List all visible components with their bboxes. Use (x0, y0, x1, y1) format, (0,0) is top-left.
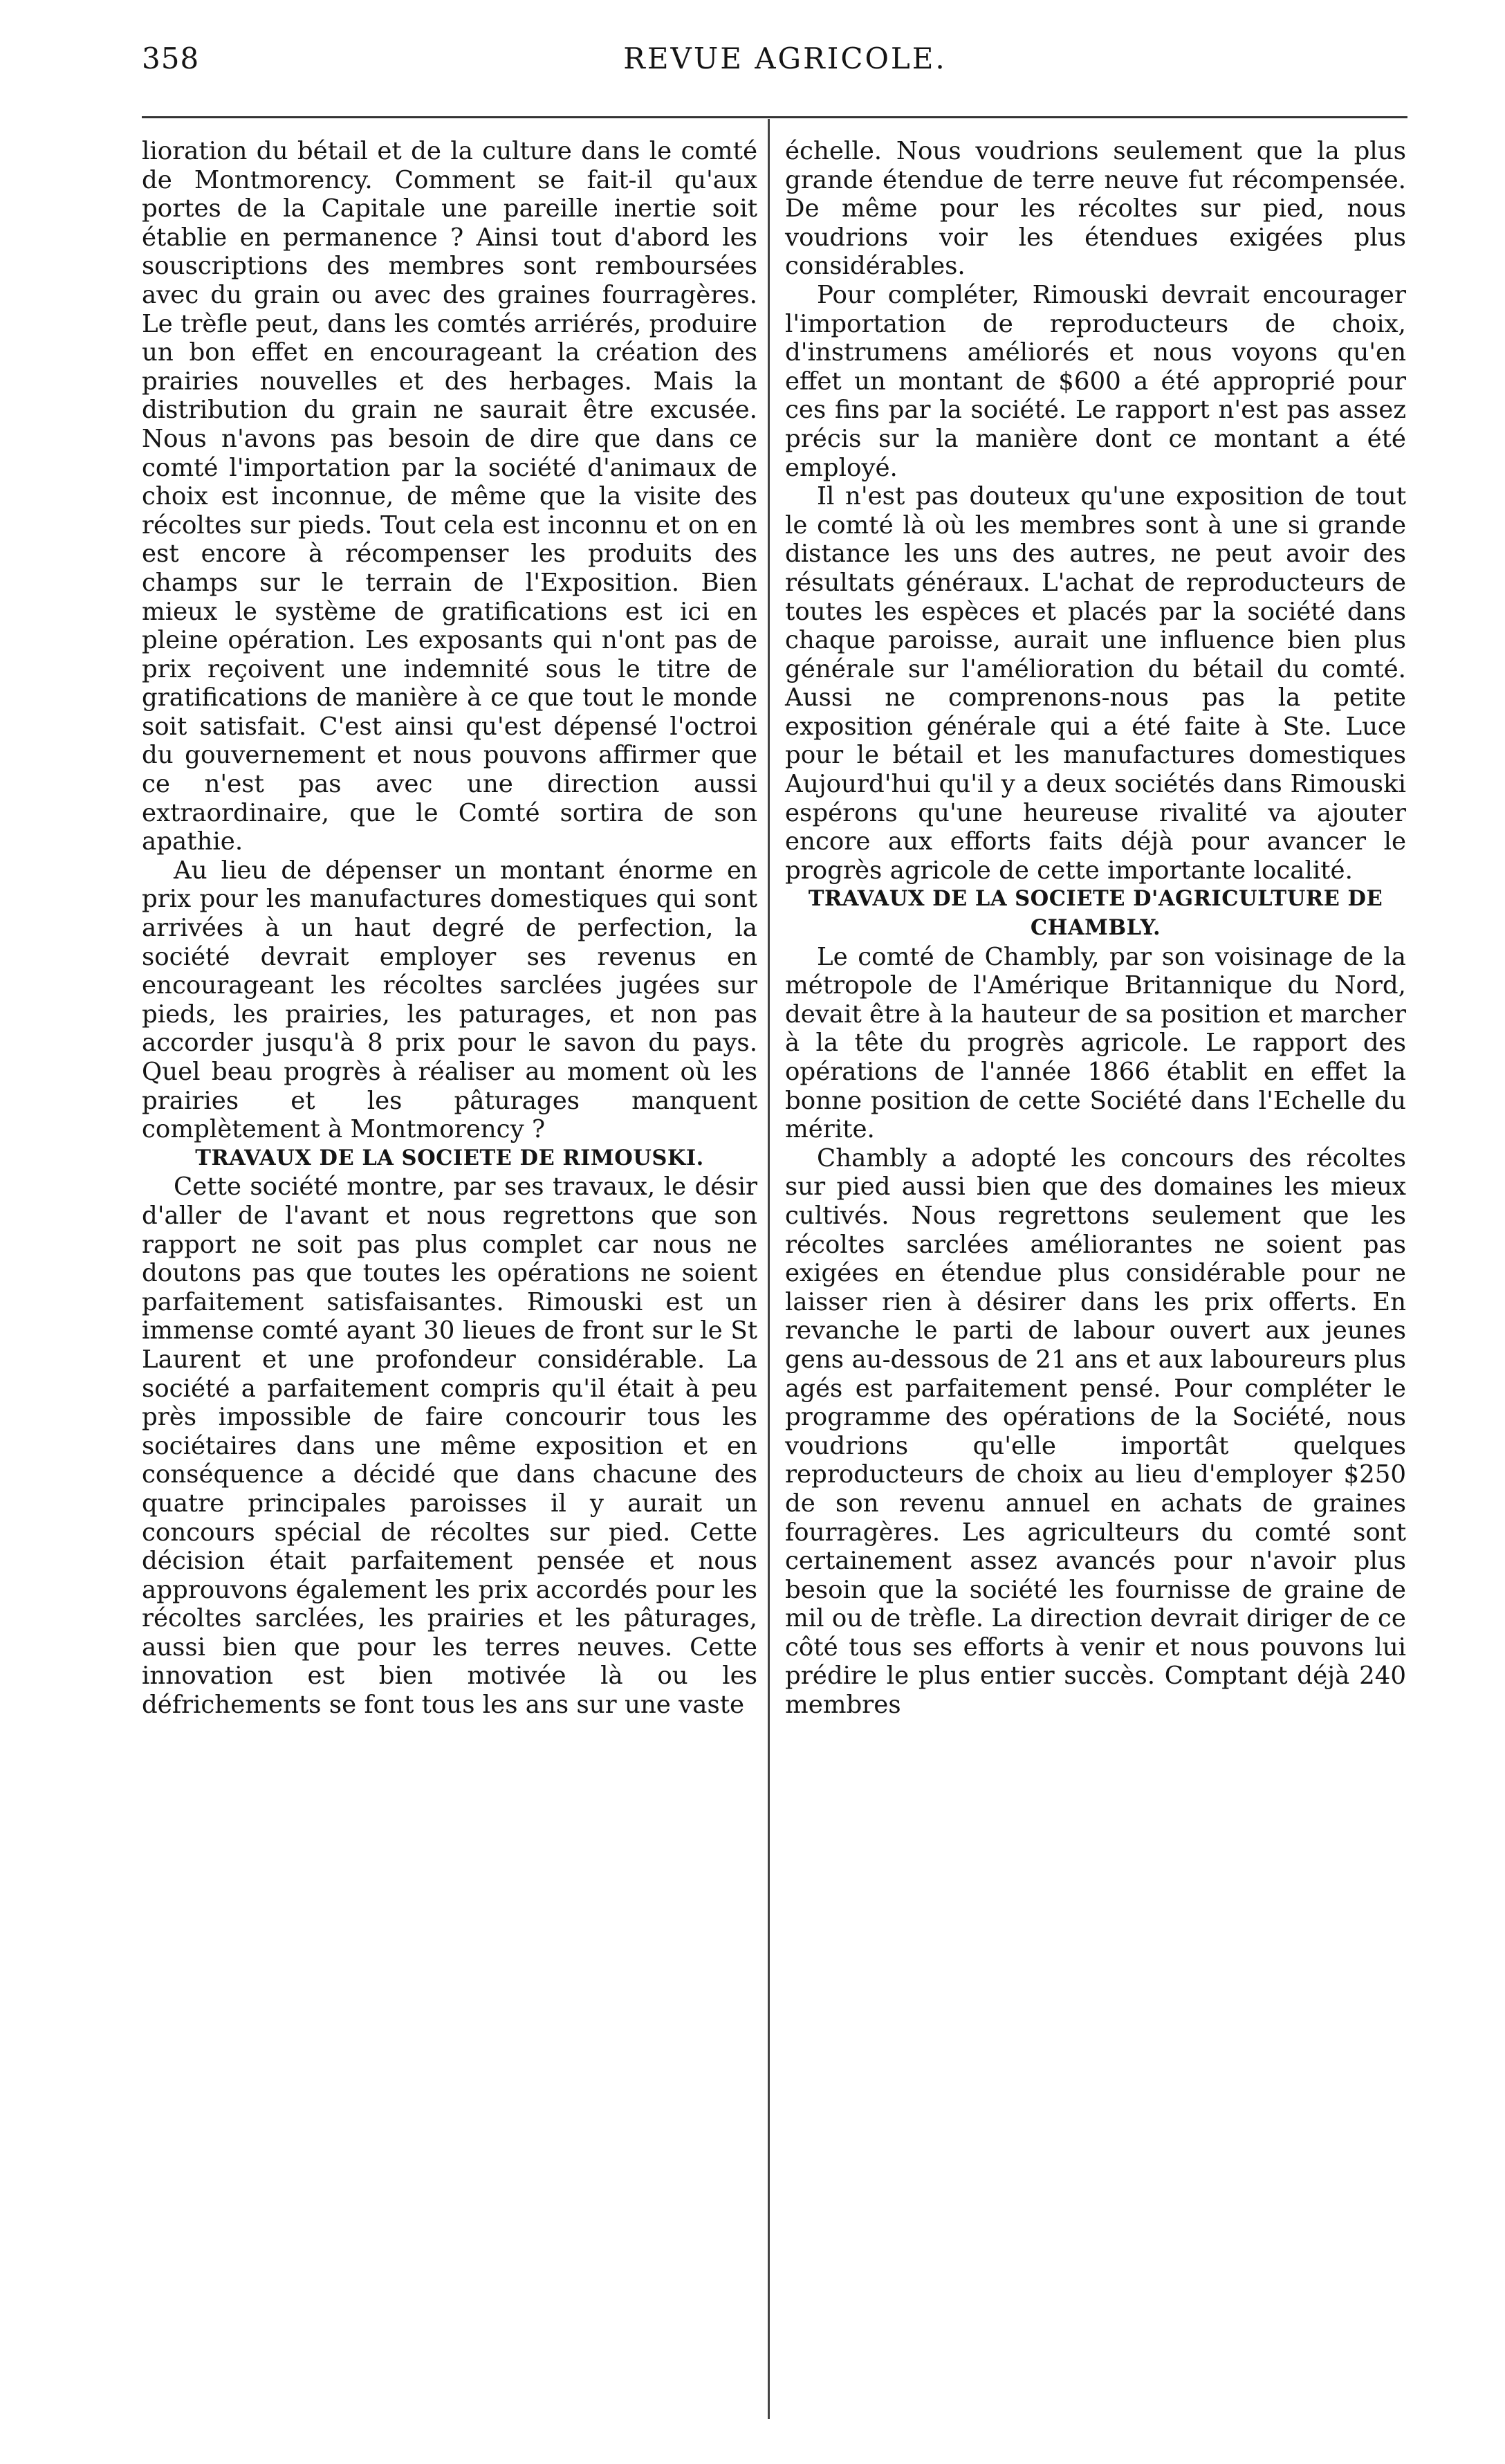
header-rule (142, 116, 1407, 118)
left-paragraph-2: Au lieu de dépenser un montant énorme en prix pour les manufactures domestiques qui sont arrivées à un haut degré de perfection, la société devrait employer ses revenus en encourageant les récoltes sarclées jugées sur pieds, les prairies, les paturages, et non pas accorder jusqu'à 8 prix pour le savon du pays. Quel beau progrès à réaliser au moment où les prairies et les pâturages manquent complètement à Montmorency ? (142, 856, 757, 1144)
section-heading-chambly: TRAVAUX DE LA SOCIETE D'AGRICULTURE DE CHAMBLY. (808, 886, 1383, 941)
page-header (142, 42, 1407, 90)
left-paragraph-3: Cette société montre, par ses travaux, le désir d'aller de l'avant et nous regrettons que son rapport ne soit pas plus complet car nous ne doutons pas que toutes les opérations ne soient parfaitement satisfaisantes. Rimouski est un immense comté ayant 30 lieues de front sur le St Laurent et une profondeur considérable. La société a parfaitement compris qu'il était à peu près impossible de faire concourir tous les sociétaires dans une même exposition et en conséquence a décidé que dans chacune des quatre principales paroisses il y aurait un concours spécial de récoltes sur pied. Cette décision était parfaitement pensée et nous approuvons également les prix accordés pour les récoltes sarclées, les prairies et les pâturages, aussi bien que pour les terres neuves. Cette innovation est bien motivée là ou les défrichements se font tous les ans sur une vaste (142, 1173, 757, 1720)
column-divider (768, 119, 770, 2419)
right-paragraph-5: Chambly a adopté les concours des récoltes sur pied aussi bien que des domaines les mieux cultivés. Nous regrettons seulement que les récoltes sarclées améliorantes ne soient pas exigées en étendue plus considérable pour ne laisser rien à désirer dans les prix offerts. En revanche le parti de labour ouvert aux jeunes gens au-dessous de 21 ans et aux laboureurs plus agés est parfaitement pensé. Pour compléter le programme des opérations de la Société, nous voudrions qu'elle importât quelques reproducteurs de choix au lieu d'employer $250 de son revenu annuel en achats de graines fourragères. Les agriculteurs du comté sont certainement assez avancés pour n'avoir plus besoin que la société les fournisse de graine de mil ou de trèfle. La direction devrait diriger de ce côté tous ses efforts à venir et nous pouvons lui prédire le plus entier succès. Comptant déjà 240 membres (785, 1143, 1406, 1720)
right-paragraph-3: Il n'est pas douteux qu'une exposition de tout le comté là où les membres sont à une si grande distance les uns des autres, ne peut avoir des résultats généraux. L'achat de reproducteurs de toutes les espèces et placés par la société dans chaque paroisse, aurait une influence bien plus générale sur l'amélioration du bétail du comté. Aussi ne comprenons-nous pas la petite exposition générale qui a été faite à Ste. Luce pour le bétail et les manufactures domestiques Aujourd'hui qu'il y a deux sociétés dans Rimouski espérons qu'une heureuse rivalité va ajouter encore aux efforts faits déjà pour avancer le progrès agricole de cette importante localité. (785, 482, 1406, 885)
right-paragraph-1: échelle. Nous voudrions seulement que la plus grande étendue de terre neuve fut récompensée. De même pour les récoltes sur pied, nous voudrions voir les étendues exigées plus considérables. (785, 137, 1406, 281)
left-paragraph-1: lioration du bétail et de la culture dans le comté de Montmorency. Comment se fait-il qu'aux portes de la Capitale une pareille inertie soit établie en permanence ? Ainsi tout d'abord les souscriptions des membres sont remboursées avec du grain ou avec des graines fourragères. Le trèfle peut, dans les comtés arriérés, produire un bon effet en encourageant la création des prairies nouvelles et des herbages. Mais la distribution du grain ne saurait être excusée. Nous n'avons pas besoin de dire que dans ce comté l'importation par la société d'animaux de choix est inconnue, de même que la visite des récoltes sur pieds. Tout cela est inconnu et on en est encore à récompenser les produits des champs sur le terrain de l'Exposition. Bien mieux le système de gratifications est ici en pleine opération. Les exposants qui n'ont pas de prix reçoivent une indemnité sous le titre de gratifications de manière à ce que tout le monde soit satisfait. C'est ainsi qu'est dépensé l'octroi du gouvernement et nous pouvons affirmer que ce n'est pas avec une direction aussi extraordinaire, que le Comté sortira de son apathie. (142, 137, 757, 856)
right-paragraph-4: Le comté de Chambly, par son voisinage de la métropole de l'Amérique Britannique du Nord, devait être à la hauteur de sa position et marcher à la tête du progrès agricole. Le rapport des opérations de l'année 1866 établit en effet la bonne position de cette Société dans l'Echelle du mérite. (785, 942, 1406, 1144)
section-heading-rimouski: TRAVAUX DE LA SOCIETE DE RIMOUSKI. (195, 1145, 704, 1170)
left-column (142, 137, 757, 1720)
right-column (785, 137, 1406, 1720)
page-number: 358 (142, 42, 200, 75)
right-paragraph-2: Pour compléter, Rimouski devrait encourager l'importation de reproducteurs de choix, d'instrumens améliorés et nous voyons qu'en effet un montant de $600 a été approprié pour ces fins par la société. Le rapport n'est pas assez précis sur la manière dont ce montant a été employé. (785, 280, 1406, 482)
running-title: REVUE AGRICOLE. (623, 42, 947, 75)
